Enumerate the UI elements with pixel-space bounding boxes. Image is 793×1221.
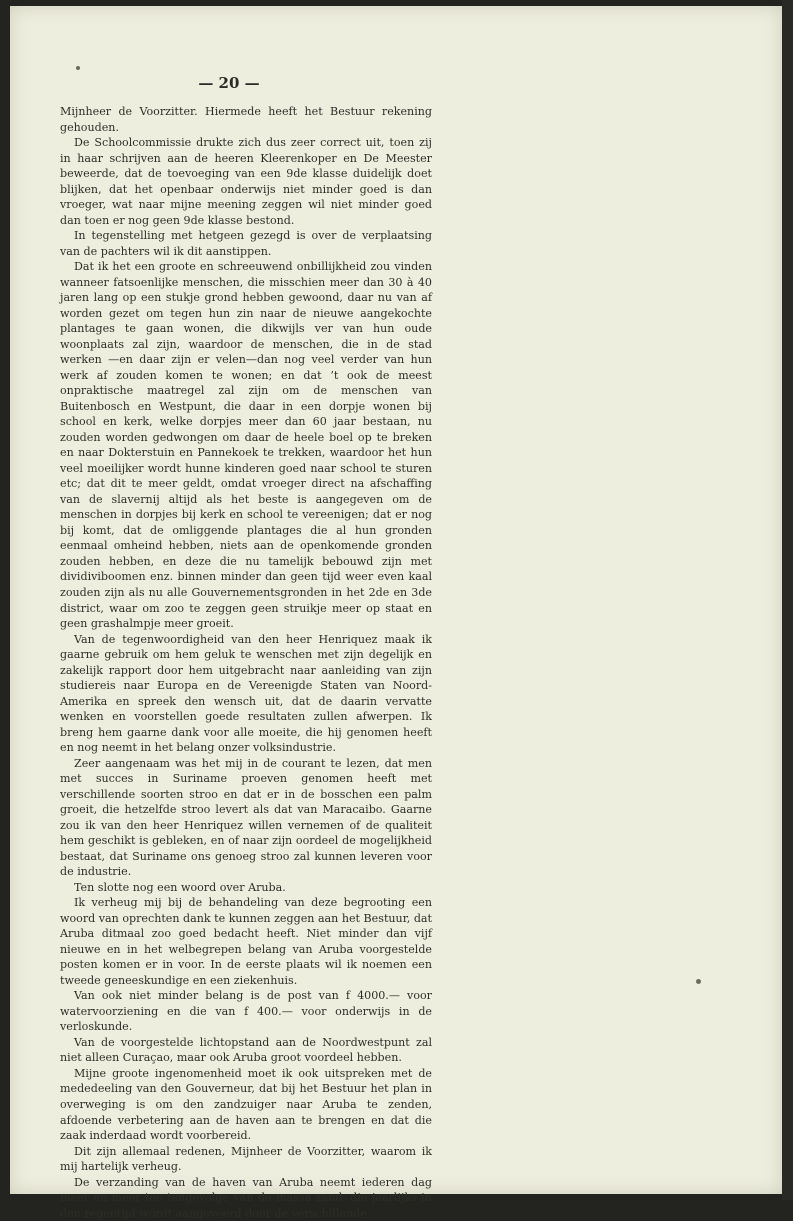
- paragraph: Dat ik het een groote en schreeuwend onbillijkheid zou vinden wanneer fatsoenlijke menschen, die misschien meer dan 30 à 40 jaren lang op een stukje grond hebben gewoond, daar nu van af worden gezet om tegen hun zin naar de nieuwe aangekochte plantages te gaan wonen, die dikwijls ver van hun oude woonplaats zal zijn, waardoor de menschen, die in de stad werken —en daar zijn er velen—dan nog veel verder van hun werk af zouden komen te wonen; en dat ’t ook de meest onpraktische maatregel zal zijn om de menschen van Buitenbosch en Westpunt, die daar in een dorpje wonen bij school en kerk, welke dorpjes meer dan 60 jaar bestaan, nu zouden worden gedwongen om daar de heele boel op te breken en naar Dokterstuin en Pannekoek te trekken, waardoor het hun veel moeilijker wordt hunne kinderen goed naar school te sturen etc; dat dit te meer geldt, omdat vroeger direct na afschaffing van de slavernij altijd als het beste is aangegeven om de menschen in dorpjes bij kerk en school te vereenigen; dat er nog bij komt, dat de omliggende plantages die al hun gronden eenmaal omheind hebben, niets aan de openkomende gronden zouden hebben, en deze die nu tamelijk bebouwd zijn met dividiviboomen enz. binnen minder dan geen tijd weer even kaal zouden zijn als nu alle Gouvernementsgronden in het 2de en 3de district, waar om zoo te zeggen geen struikje meer op staat en geen grashalmpje meer groeit.: [60, 260, 432, 631]
- paragraph: Van ook niet minder belang is de post van f 4000.— voor watervoorziening en die van f 400.— voor onderwijs in de verloskunde.: [60, 989, 432, 1034]
- paragraph: Van de tegenwoordigheid van den heer Henriquez maak ik gaarne gebruik om hem geluk te wenschen met zijn degelijk en zakelijk rapport door hem uitgebracht naar aanleiding van zijn studiereis naar Europa en de Vereenigde Staten van Noord-Amerika en spreek den wensch uit, dat de daarin vervatte wenken en voorstellen goede resultaten zullen afwerpen. Ik breng hem gaarne dank voor alle moeite, die hij genomen heeft en nog neemt in het belang onzer volksindustrie.: [60, 632, 432, 755]
- paragraph: In tegenstelling met hetgeen gezegd is over de verplaatsing van de pachters wil ik dit aanstippen.: [60, 229, 432, 258]
- scan-edge: [782, 0, 793, 1200]
- paragraph: Mijne groote ingenomenheid moet ik ook uitspreken met de mededeeling van den Gouverneur, dat bij het Bestuur het plan in overweging is om den zandzuiger naar Aruba te zenden, afdoende verbetering aan de haven aan te brengen en dat die zaak inderdaad wordt voorbereid.: [60, 1066, 432, 1143]
- body-text: [60, 104, 432, 1221]
- paragraph: Ten slotte nog een woord over Aruba.: [74, 880, 286, 894]
- paragraph: Mijnheer de Voorzitter. Hiermede heeft het Bestuur rekening gehouden.: [60, 105, 432, 134]
- paragraph: Dit zijn allemaal redenen, Mijnheer de Voorzitter, waarom ik mij hartelijk verheug.: [60, 1144, 432, 1174]
- paragraph: Ik verheug mij bij de behandeling van deze begrooting een woord van oprechten dank te kunnen zeggen aan het Bestuur, dat Aruba ditmaal zoo goed bedacht heeft. Niet minder dan vijf nieuwe en in het welbegrepen belang van Aruba voorgestelde posten komen er in voor. In de eerste plaats wil ik noemen een tweede geneeskundige en een ziekenhuis.: [60, 896, 433, 987]
- page-number: — 20 —: [198, 74, 260, 92]
- scan-speck: [76, 66, 80, 70]
- paragraph: Van de voorgestelde lichtopstand aan de Noordwestpunt zal niet alleen Curaçao, maar ook Aruba groot voordeel hebben.: [60, 1035, 432, 1065]
- paragraph: De Schoolcommissie drukte zich dus zeer correct uit, toen zij in haar schrijven aan de heeren Kleerenkoper en De Meester beweerde, dat de toevoeging van een 9de klasse duidelijk doet blijken, dat het openbaar onderwijs niet minder goed is dan vroeger, wat naar mijne meening zeggen wil niet minder goed dan toen er nog geen 9de klasse bestond.: [60, 136, 432, 227]
- paragraph: Zeer aangenaam was het mij in de courant te lezen, dat men met succes in Suriname proeven genomen heeft met verschillende soorten stroo en dat er in de bosschen een palm groeit, die hetzelfde stroo levert als dat van Maracaibo. Gaarne zou ik van den heer Henriquez willen vernemen of de qualiteit hem geschikt is gebleken, en of naar zijn oordeel de mogelijkheid bestaat, dat Suriname ons genoeg stroo zal kunnen leveren voor de industrie.: [60, 756, 432, 879]
- scan-speck: [696, 979, 701, 984]
- paragraph: De verzanding van de haven van Aruba neemt iederen dag meer en meer toe tengevolge van de massa zand, die jaarlijks in den regentijd wordt aangevoerd door de verschillende: [60, 1175, 432, 1220]
